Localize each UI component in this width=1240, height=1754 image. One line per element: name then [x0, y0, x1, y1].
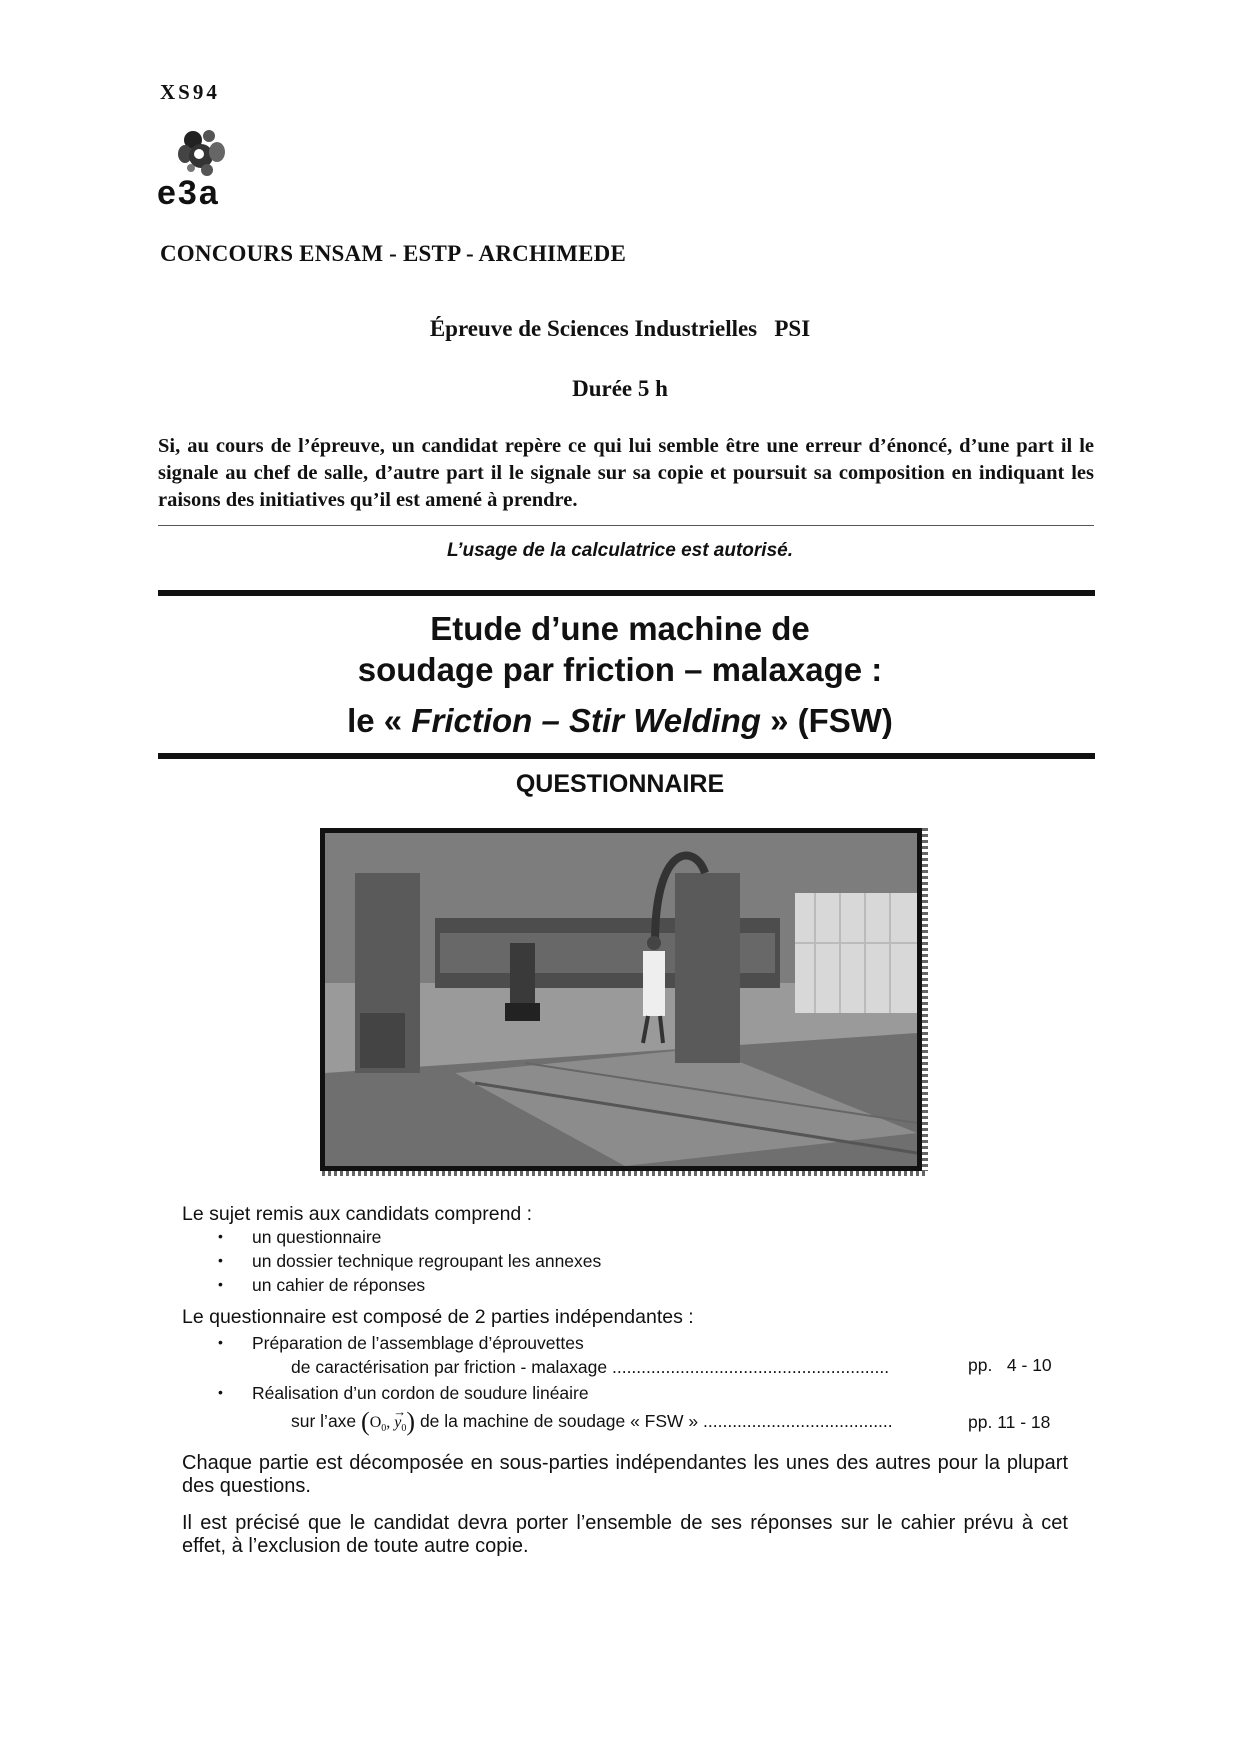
- divider: [158, 525, 1094, 526]
- concours-name: CONCOURS ENSAM - ESTP - ARCHIMEDE: [160, 241, 627, 266]
- partie-2-pages: pp. 11 - 18: [968, 1412, 1051, 1432]
- partie-1-title: Préparation de l’assemblage d’éprouvettes: [252, 1333, 584, 1353]
- partie-2-detail: sur l’axe ($O_0$, → $y_0$) de la machine de soudage « FSW » .......................................: [291, 1409, 961, 1441]
- error-notice: Si, au cours de l’épreuve, un candidat repère ce qui lui semble être une erreur d’énoncé, d’une part il le signale au chef de salle, d’autre part il le signale sur sa copie et poursuit sa composition en indiquant les raisons des initiatives qu’il est amené à prendre.: [158, 435, 1094, 511]
- exam-duration: Durée 5 h: [572, 376, 668, 401]
- partie-1-detail: de caractérisation par friction - malaxage .........................................................: [291, 1357, 890, 1377]
- paragraph-reponses: Il est précisé que le candidat devra porter l’ensemble de ses réponses sur le cahier prévu à cet effet, à l’exclusion de toute autre copie.: [182, 1512, 1068, 1557]
- bullet-icon: •: [218, 1276, 223, 1292]
- bullet-icon: •: [218, 1228, 223, 1244]
- questionnaire-heading: QUESTIONNAIRE: [515, 770, 725, 798]
- bullet-icon: •: [218, 1252, 223, 1268]
- list-item: un questionnaire: [252, 1227, 382, 1247]
- partie-1-pages: pp. 4 - 10: [968, 1355, 1052, 1375]
- axis-notation: (: [361, 1409, 370, 1436]
- list-item: un cahier de réponses: [252, 1275, 426, 1295]
- calculator-notice: L’usage de la calculatrice est autorisé.: [446, 540, 794, 561]
- title-fsw-italic: Friction – Stir Welding: [411, 702, 761, 739]
- title-line-2: soudage par friction – malaxage :: [357, 651, 883, 688]
- parties-intro: Le questionnaire est composé de 2 parties indépendantes :: [182, 1306, 694, 1328]
- axis-suffix: de la machine de soudage « FSW » .......................................: [419, 1411, 893, 1431]
- title-rule-bottom: [158, 753, 1095, 759]
- e3a-logo-icon: [155, 128, 265, 212]
- bullet-icon: •: [218, 1384, 223, 1400]
- axis-y: y: [394, 1414, 402, 1431]
- title-line-3-prefix: le «: [347, 702, 412, 739]
- partie-2-title: Réalisation d’un cordon de soudure linéaire: [252, 1383, 589, 1403]
- title-line-1: Etude d’une machine de: [430, 610, 810, 647]
- paragraph-sous-parties: Chaque partie est décomposée en sous-parties indépendantes les unes des autres pour la plupart des questions.: [182, 1452, 1068, 1497]
- sujet-intro: Le sujet remis aux candidats comprend :: [182, 1203, 533, 1225]
- axis-origin: O: [369, 1414, 382, 1431]
- logo-text: e3a: [157, 174, 220, 212]
- axis-y-sub: 0: [401, 1423, 407, 1435]
- title-line-3-suffix: » (FSW): [760, 702, 893, 739]
- photo-border-bottom: [322, 1171, 928, 1176]
- list-item: un dossier technique regroupant les annexes: [252, 1251, 602, 1271]
- epreuve-title: Épreuve de Sciences Industrielles PSI: [429, 316, 811, 341]
- exam-code: XS94: [160, 80, 220, 104]
- fsw-machine-photo: [320, 828, 922, 1171]
- title-line-3: [0, 697, 1240, 745]
- axis-prefix: sur l’axe: [291, 1411, 357, 1431]
- title-rule-top: [158, 590, 1095, 596]
- bullet-icon: •: [218, 1334, 223, 1350]
- axis-origin-sub: 0: [381, 1423, 387, 1435]
- photo-border-right: [922, 828, 928, 1173]
- vector-arrow-icon: →: [393, 1409, 407, 1419]
